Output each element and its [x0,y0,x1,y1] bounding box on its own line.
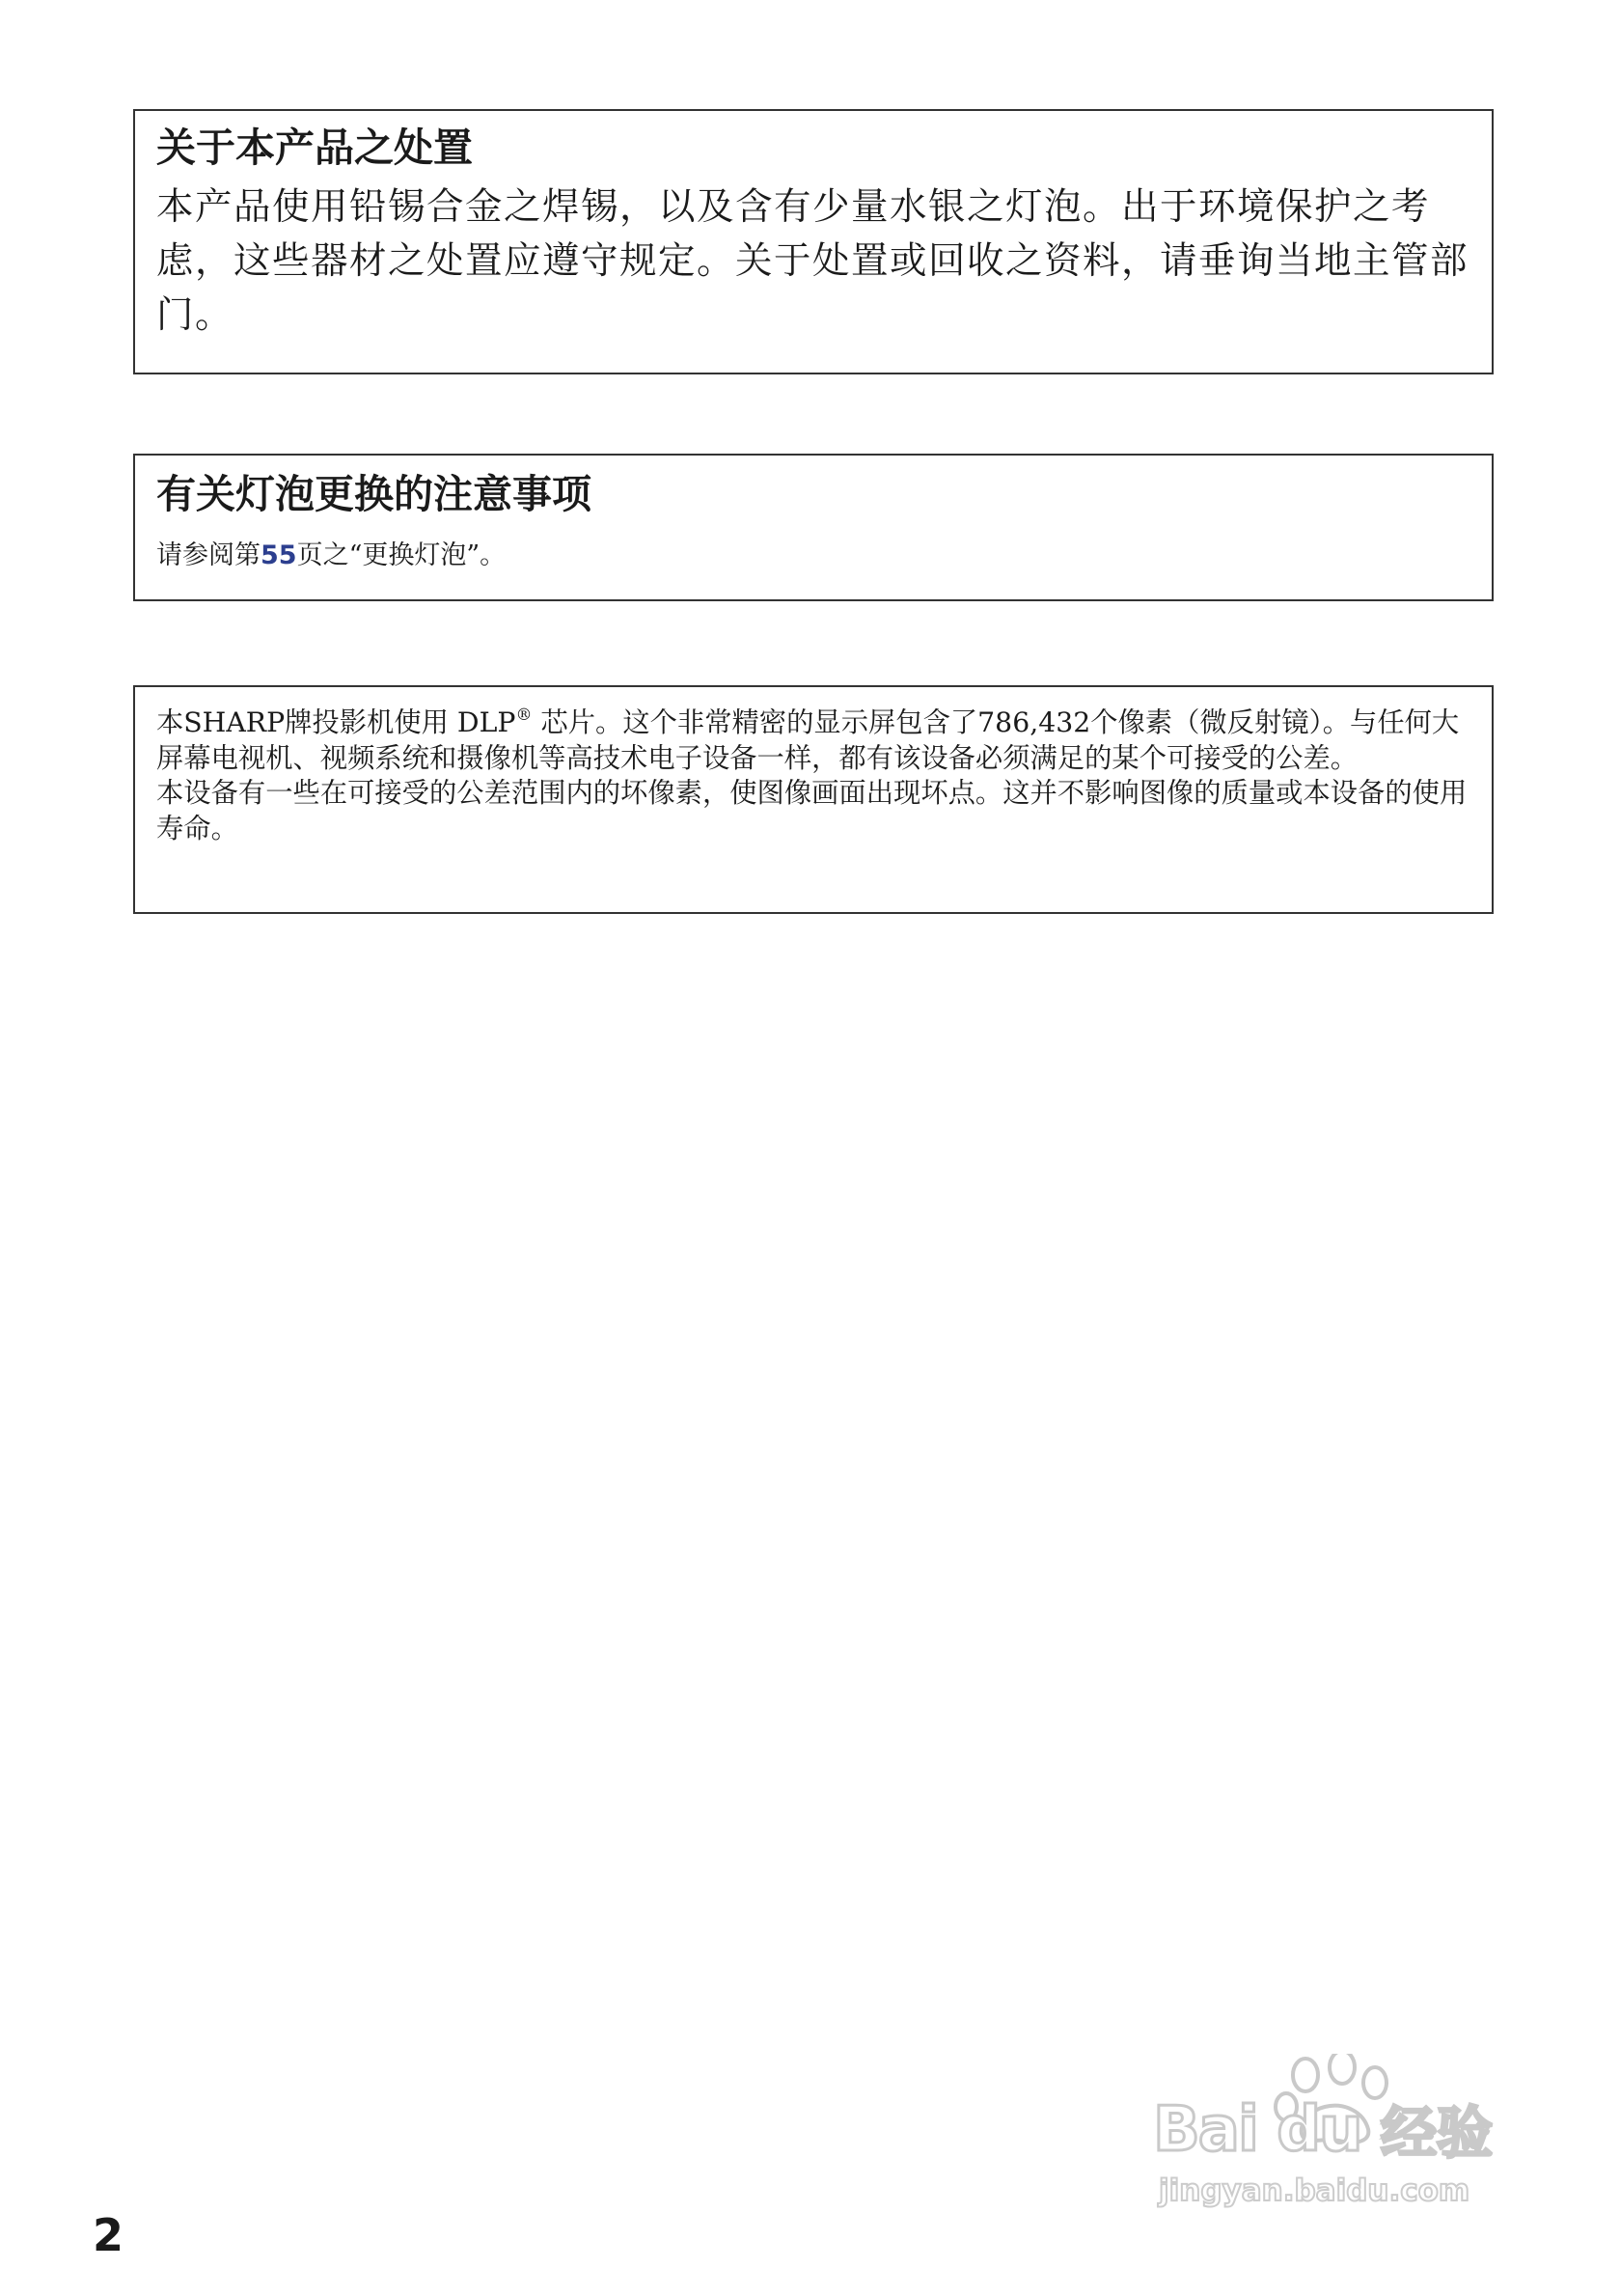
dlp-pixel-notice-box [133,685,1494,914]
disposal-notice-box [133,109,1494,374]
baidu-logo-text: Bai du [1153,2094,1361,2166]
lamp-replacement-title: 有关灯泡更换的注意事项 [156,471,591,517]
watermark-url: jingyan.baidu.com [1159,2173,1470,2208]
disposal-notice-title: 关于本产品之处置 [156,124,473,171]
dlp-pixel-notice-body [156,705,1480,846]
reference-page-link[interactable]: 55 [261,540,297,570]
reference-suffix: 页之“更换灯泡”。 [296,540,507,570]
registered-mark: ® [515,705,533,725]
dlp-paragraph-2: 本设备有一些在可接受的公差范围内的坏像素，使图像画面出现坏点。这并不影响图像的质量或本设备的使用寿命。 [156,777,1468,844]
reference-prefix: 请参阅第 [156,540,261,570]
disposal-notice-body: 本产品使用铅锡合金之焊锡，以及含有少量水银之灯泡。出于环境保护之考虑，这些器材之处置应遵守规定。关于处置或回收之资料，请垂询当地主管部门。 [156,185,1469,337]
lamp-replacement-box [133,454,1494,601]
jingyan-logo-text: 经验 [1381,2100,1494,2166]
lamp-replacement-reference [156,537,506,575]
page-number: 2 [93,2209,124,2261]
dlp-paragraph-1: 本SHARP牌投影机使用 DLP® 芯片。这个非常精密的显示屏包含了786,432个像素（微反射镜）。与任何大屏幕电视机、视频系统和摄像机等高技术电子设备一样，都有该设备必须满足的某个可接受的公差。 [156,705,1460,774]
baidu-jingyan-watermark [1153,2054,1539,2237]
